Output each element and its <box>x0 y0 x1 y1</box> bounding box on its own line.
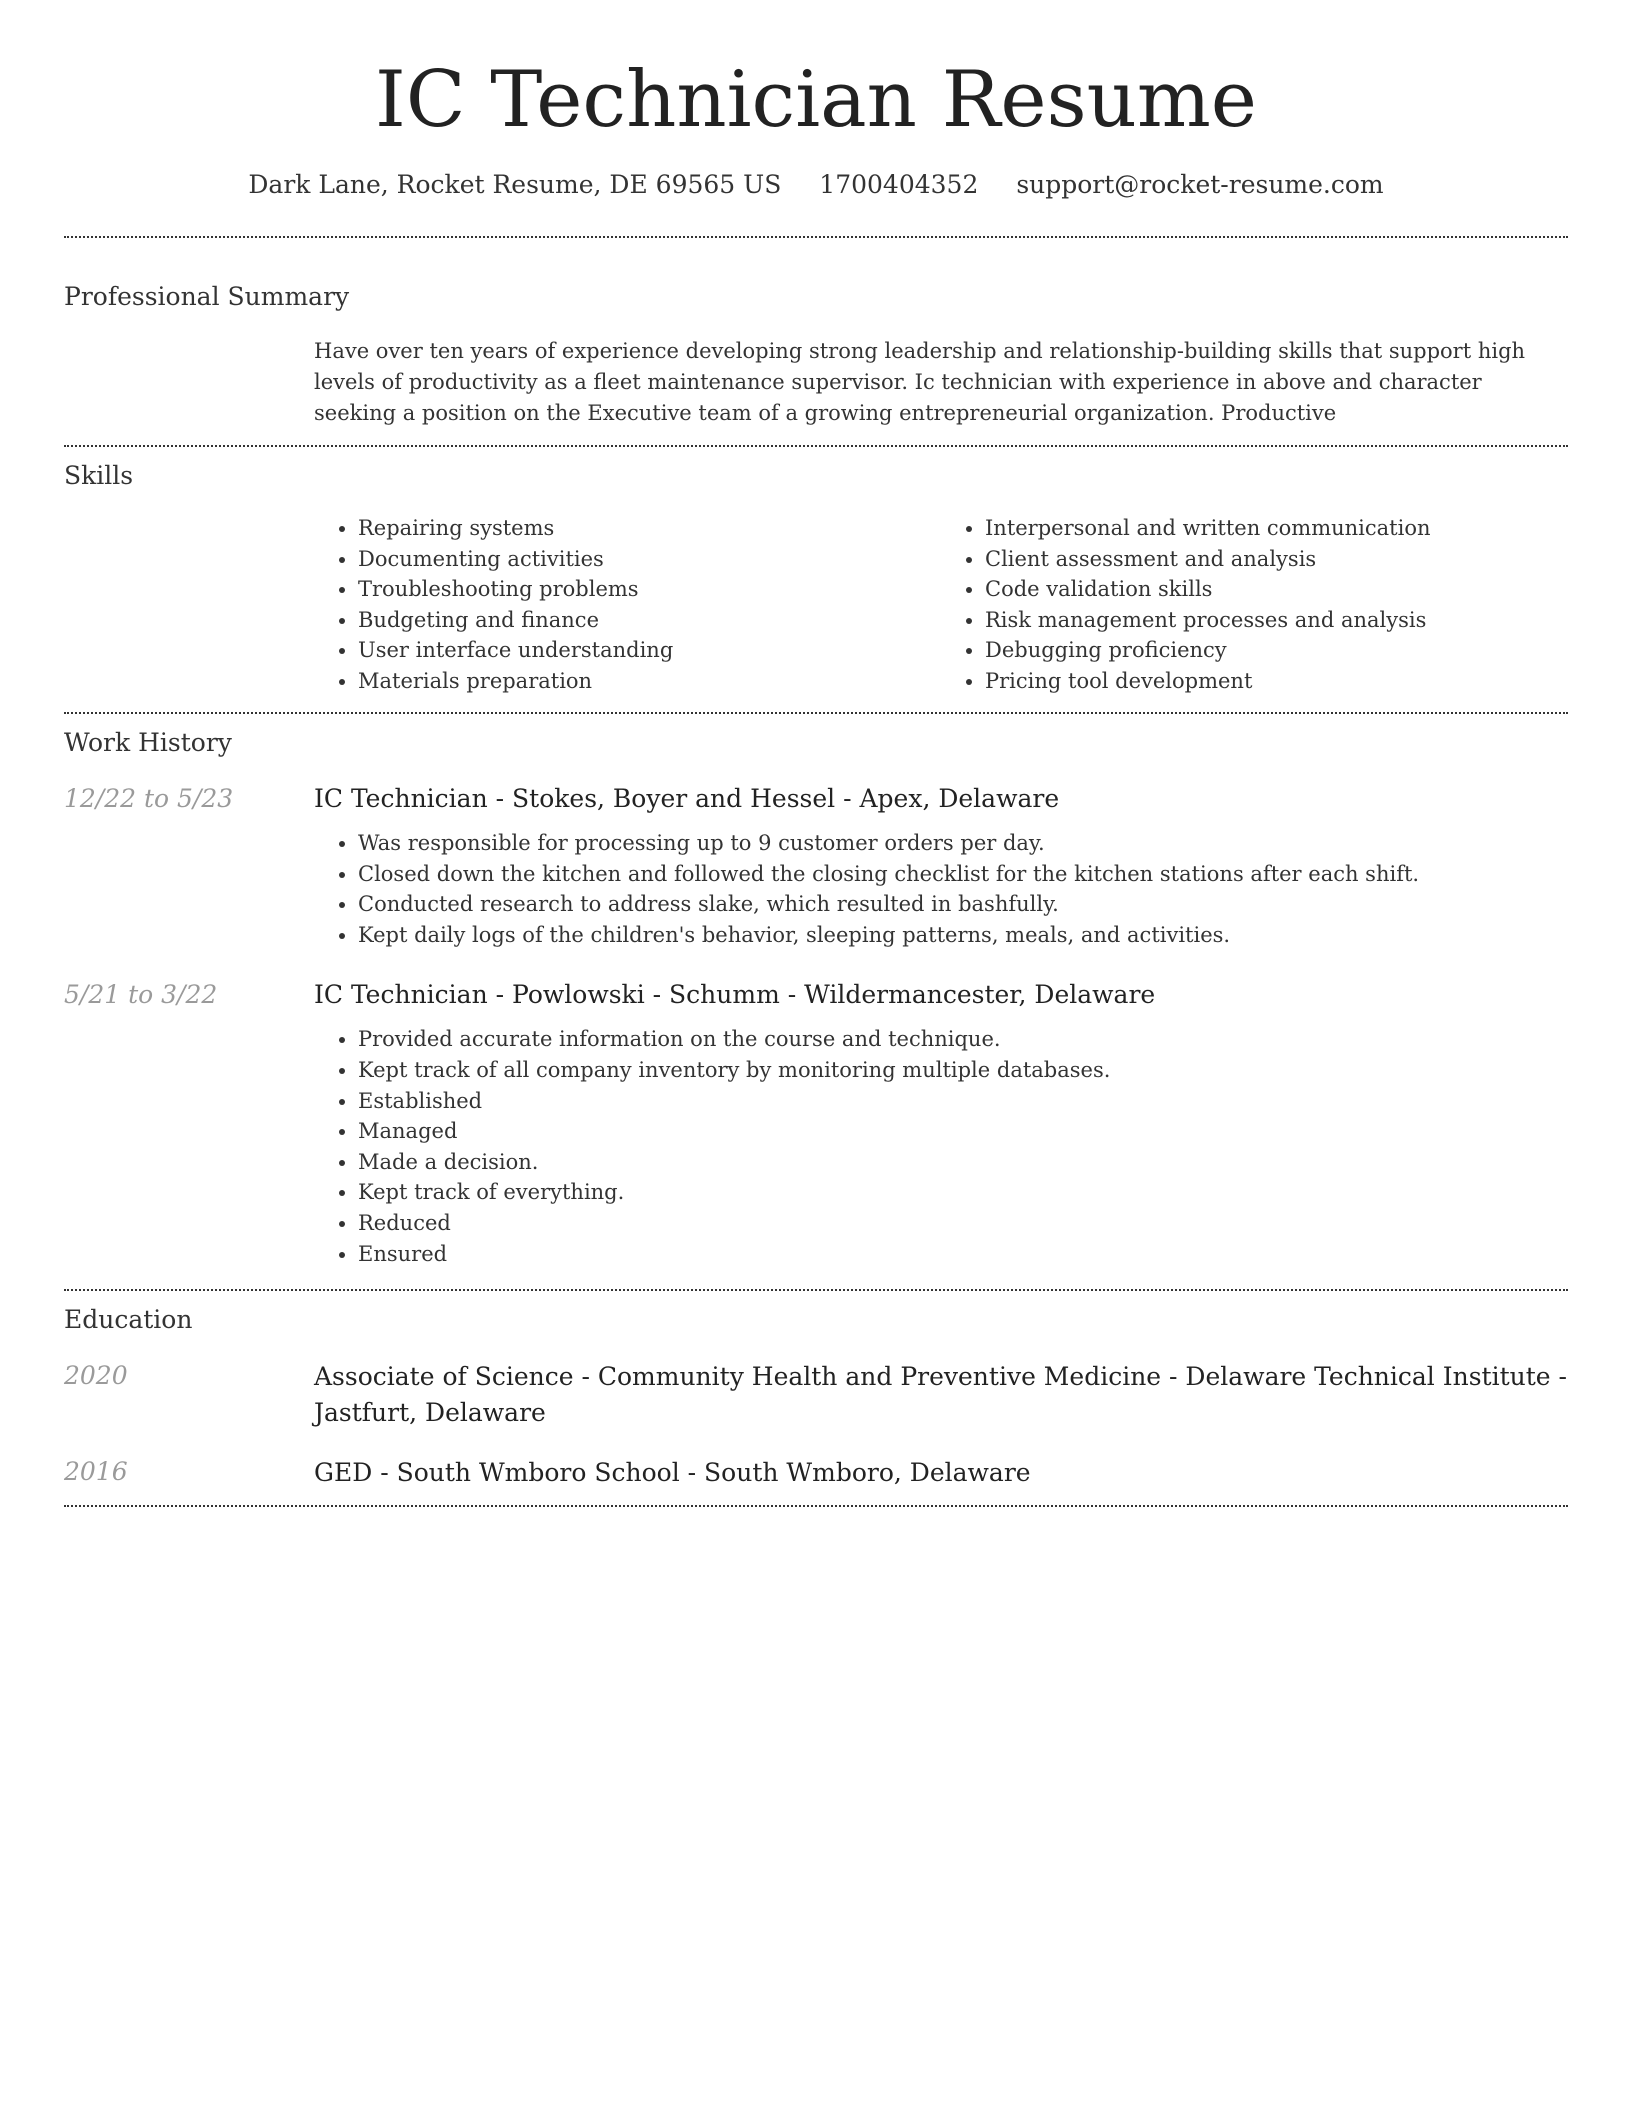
work-history-section <box>64 714 1568 1289</box>
work-history-heading: Work History <box>64 728 232 757</box>
job-bullet: • Conducted research to address slake, which resulted in bashfully. <box>358 889 1568 920</box>
job-bullets <box>314 1024 1568 1269</box>
job-date: 5/21 to 3/22 <box>64 980 218 1010</box>
job-date: 12/22 to 5/23 <box>64 784 234 813</box>
job-entry <box>64 978 1568 1269</box>
skills-heading: Skills <box>64 461 134 490</box>
job-bullet: • Made a decision. <box>358 1147 1568 1178</box>
job-bullet: • Kept daily logs of the children's behavior, sleeping patterns, meals, and activities. <box>358 920 1568 951</box>
skills-grid <box>314 513 1568 696</box>
contact-line <box>64 168 1568 202</box>
education-year: 2020 <box>64 1361 128 1391</box>
skill-item: • Troubleshooting problems <box>358 574 941 605</box>
job-bullets <box>314 828 1568 950</box>
summary-section <box>64 238 1568 445</box>
job-title: IC Technician - Powlowski - Schumm - Wildermancester, Delaware <box>314 980 1156 1010</box>
contact-address: Dark Lane, Rocket Resume, DE 69565 US <box>248 170 782 199</box>
summary-heading: Professional Summary <box>64 282 350 311</box>
education-heading: Education <box>64 1305 193 1335</box>
skills-column-right <box>941 513 1568 696</box>
resume-title: IC Technician Resume <box>375 55 1257 145</box>
education-entry <box>64 1455 1568 1491</box>
job-bullet: • Managed <box>358 1116 1568 1147</box>
job-bullet: • Was responsible for processing up to 9 customer orders per day. <box>358 828 1568 859</box>
skill-item: • Documenting activities <box>358 544 941 575</box>
contact-phone: 1700404352 <box>819 170 979 199</box>
job-bullet: • Established <box>358 1086 1568 1117</box>
education-title: GED - South Wmboro School - South Wmboro, Delaware <box>314 1458 1031 1488</box>
contact-email: support@rocket-resume.com <box>1016 170 1384 199</box>
job-entry <box>64 782 1568 950</box>
job-bullet: • Reduced <box>358 1208 1568 1239</box>
job-title: IC Technician - Stokes, Boyer and Hessel - Apex, Delaware <box>314 784 1060 813</box>
skill-item: • Risk management processes and analysis <box>985 605 1568 636</box>
job-body <box>314 978 1568 1269</box>
skill-item: • Budgeting and finance <box>358 605 941 636</box>
job-body <box>314 782 1568 950</box>
skill-item: • Interpersonal and written communication <box>985 513 1568 544</box>
skills-column-left <box>314 513 941 696</box>
education-entry <box>64 1359 1568 1431</box>
education-year: 2016 <box>64 1457 128 1487</box>
section-divider <box>64 1505 1568 1507</box>
education-section <box>64 1291 1568 1505</box>
job-bullet: • Closed down the kitchen and followed the closing checklist for the kitchen stations after each shift. <box>358 859 1568 890</box>
job-bullet: • Kept track of everything. <box>358 1177 1568 1208</box>
skill-item: • Materials preparation <box>358 666 941 697</box>
resume-page <box>64 0 1568 1507</box>
job-bullet: • Provided accurate information on the course and technique. <box>358 1024 1568 1055</box>
skill-item: • Code validation skills <box>985 574 1568 605</box>
skill-item: • Pricing tool development <box>985 666 1568 697</box>
skill-item: • Repairing systems <box>358 513 941 544</box>
skill-item: • Client assessment and analysis <box>985 544 1568 575</box>
job-bullet: • Ensured <box>358 1239 1568 1270</box>
job-bullet: • Kept track of all company inventory by monitoring multiple databases. <box>358 1055 1568 1086</box>
skills-section <box>64 447 1568 712</box>
skill-item: • Debugging proficiency <box>985 635 1568 666</box>
education-title: Associate of Science - Community Health and Preventive Medicine - Delaware Technical Institute - Jastfurt, Delaware <box>314 1362 1567 1428</box>
skill-item: • User interface understanding <box>358 635 941 666</box>
summary-text: Have over ten years of experience developing strong leadership and relationship-building skills that support high levels of productivity as a fleet maintenance supervisor. Ic technician with experience in above and character seeking a position on the Executive team of a growing entrepreneurial organization. Productive <box>314 339 1526 425</box>
